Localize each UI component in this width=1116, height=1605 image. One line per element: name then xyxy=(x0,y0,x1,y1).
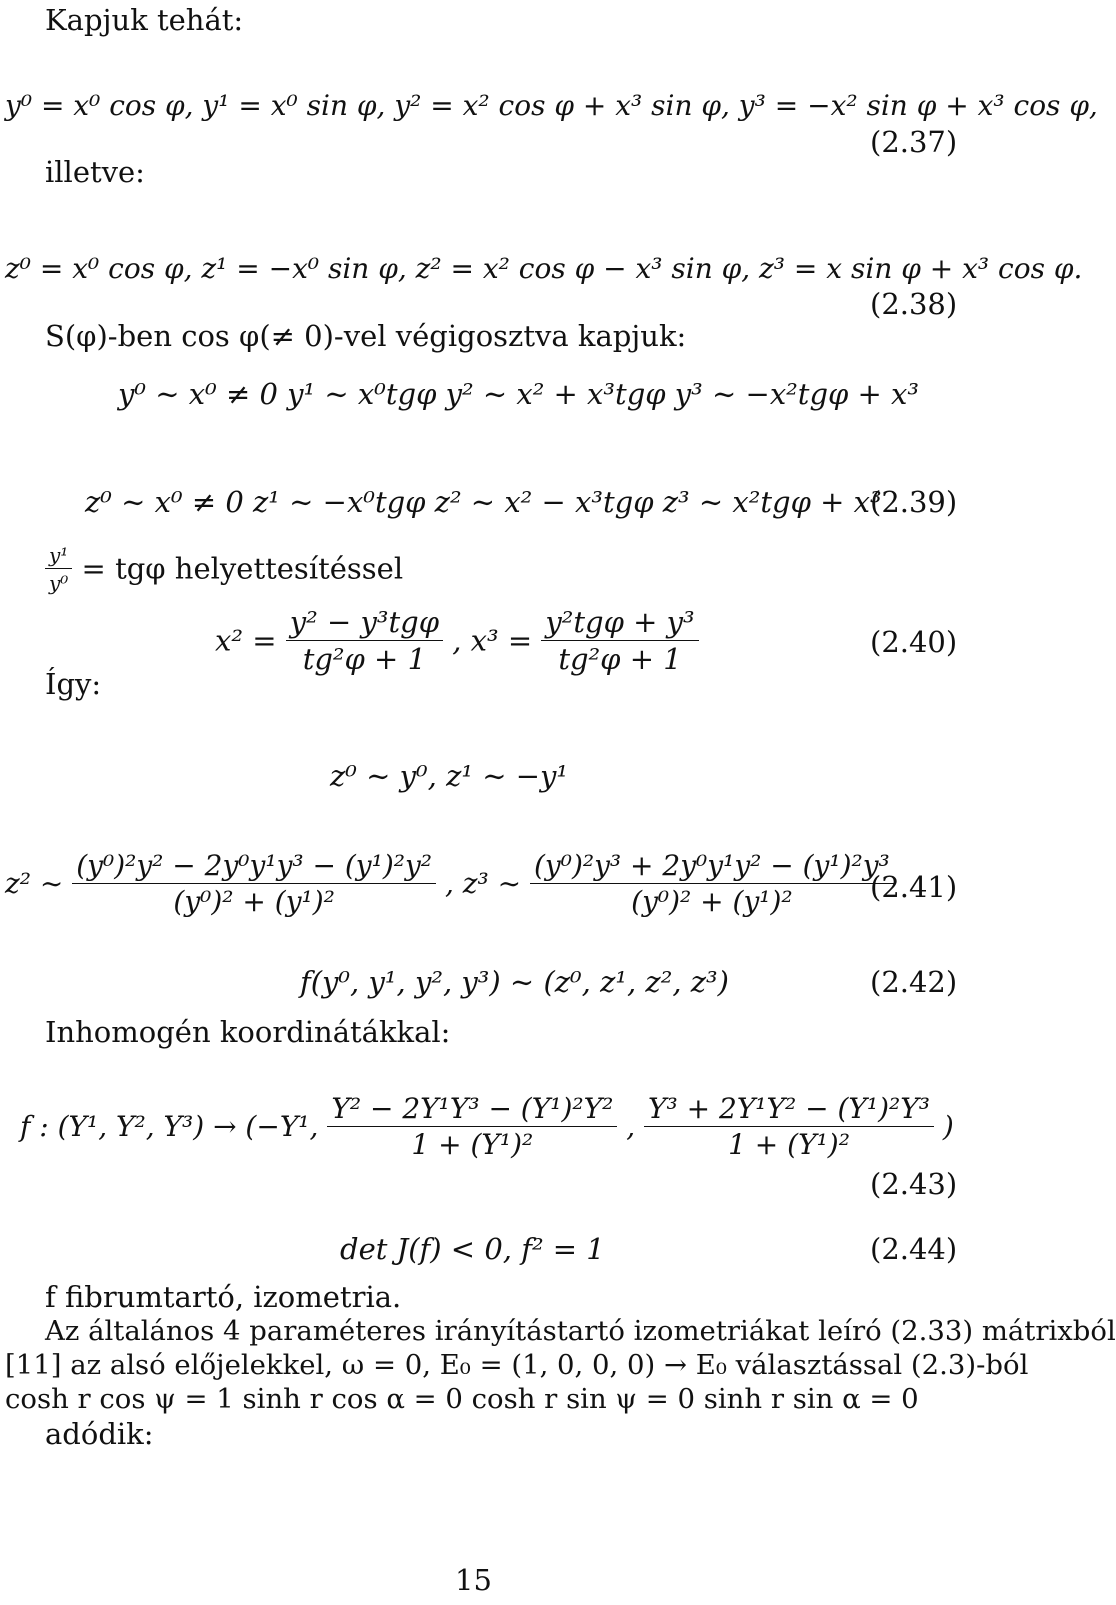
paragraph-line-1: f fibrumtartó, izometria. xyxy=(45,1280,402,1314)
eq-2-41-num1: (y⁰)²y² − 2y⁰y¹y³ − (y¹)²y² xyxy=(72,852,436,884)
eq-2-43-num2: Y³ + 2Y¹Y² − (Y¹)²Y³ xyxy=(644,1095,934,1127)
eq-2-41-den1: (y⁰)² + (y¹)² xyxy=(173,885,335,918)
equation-2-42: f(y⁰, y¹, y², y³) ∼ (z⁰, z¹, z², z³) xyxy=(300,965,729,999)
eq-2-41-den2: (y⁰)² + (y¹)² xyxy=(631,885,793,918)
eq-2-41-num2: (y⁰)²y³ + 2y⁰y¹y² − (y¹)²y³ xyxy=(530,852,894,884)
equation-label-2-44: (2.44) xyxy=(870,1232,958,1266)
eq-2-40-lhs1: x² = xyxy=(215,623,277,658)
paragraph-line-2: Az általános 4 paraméteres irányítástartó izometriákat leíró (2.33) mátrixból xyxy=(45,1315,1116,1347)
equation-label-2-40: (2.40) xyxy=(870,625,958,659)
eq-2-41-lhs1: z² ∼ xyxy=(5,867,64,900)
eq-2-43-den2: 1 + (Y¹)² xyxy=(728,1128,850,1161)
equation-label-2-38: (2.38) xyxy=(870,287,958,321)
eq-2-40-lhs2: , x³ = xyxy=(452,623,533,658)
eq-2-41-lhs2: , z³ ∼ xyxy=(444,867,522,900)
eq-2-40-num1: y² − y³tgφ xyxy=(286,608,443,641)
substitution-line xyxy=(45,545,403,593)
eq-2-43-num1: Y² − 2Y¹Y³ − (Y¹)²Y² xyxy=(327,1095,617,1127)
equation-2-39: z⁰ ∼ x⁰ ≠ 0 z¹ ∼ −x⁰tgφ z² ∼ x² − x³tgφ z³ ∼ x²tgφ + x³ xyxy=(85,485,882,519)
eq-2-43-comma: , xyxy=(626,1110,636,1143)
page-number: 15 xyxy=(455,1563,492,1597)
paragraph-line-3: [11] az alsó előjelekkel, ω = 0, E₀ = (1, 0, 0, 0) → E₀ választással (2.3)-ból xyxy=(5,1349,1029,1381)
equation-y-relations: y⁰ ∼ x⁰ ≠ 0 y¹ ∼ x⁰tgφ y² ∼ x² + x³tgφ y³ ∼ −x²tgφ + x³ xyxy=(118,377,920,411)
equation-label-2-43: (2.43) xyxy=(870,1167,958,1201)
equation-2-43 xyxy=(20,1092,954,1161)
equation-z-relations: z⁰ ∼ y⁰, z¹ ∼ −y¹ xyxy=(330,759,569,793)
eq-2-43-close: ) xyxy=(942,1110,954,1143)
intro-text: Kapjuk tehát: xyxy=(45,3,244,37)
equation-2-44: det J(f) < 0, f² = 1 xyxy=(340,1232,605,1266)
equation-label-2-39: (2.39) xyxy=(870,485,958,519)
illetve-text: illetve: xyxy=(45,155,145,189)
equation-2-40 xyxy=(215,605,699,676)
equation-label-2-37: (2.37) xyxy=(870,125,958,159)
paragraph-line-5: adódik: xyxy=(45,1417,154,1451)
eq-2-40-den1: tg²φ + 1 xyxy=(302,642,427,676)
equation-2-38: z⁰ = x⁰ cos φ, z¹ = −x⁰ sin φ, z² = x² cos φ − x³ sin φ, z³ = x sin φ + x³ cos φ. xyxy=(5,252,1083,285)
substitution-text: = tgφ helyettesítéssel xyxy=(81,551,404,586)
eq-2-43-den1: 1 + (Y¹)² xyxy=(411,1128,534,1161)
eq-2-40-den2: tg²φ + 1 xyxy=(558,642,682,676)
equation-2-41 xyxy=(5,849,894,918)
equation-label-2-41: (2.41) xyxy=(870,870,958,904)
divide-text: S(φ)-ben cos φ(≠ 0)-vel végigosztva kapjuk: xyxy=(45,319,687,353)
subst-numerator: y¹ xyxy=(45,545,72,569)
subst-denominator: y⁰ xyxy=(49,571,69,595)
equation-label-2-42: (2.42) xyxy=(870,965,958,999)
equation-2-37: y⁰ = x⁰ cos φ, y¹ = x⁰ sin φ, y² = x² cos φ + x³ sin φ, y³ = −x² sin φ + x³ cos φ, xyxy=(5,89,1098,122)
inhomogen-text: Inhomogén koordinátákkal: xyxy=(45,1015,451,1049)
eq-2-43-lhs: f : (Y¹, Y², Y³) → (−Y¹, xyxy=(20,1110,319,1143)
igy-text: Így: xyxy=(45,667,102,701)
paragraph-line-4: cosh r cos ψ = 1 sinh r cos α = 0 cosh r sin ψ = 0 sinh r sin α = 0 xyxy=(5,1383,919,1415)
eq-2-40-num2: y²tgφ + y³ xyxy=(541,608,698,641)
